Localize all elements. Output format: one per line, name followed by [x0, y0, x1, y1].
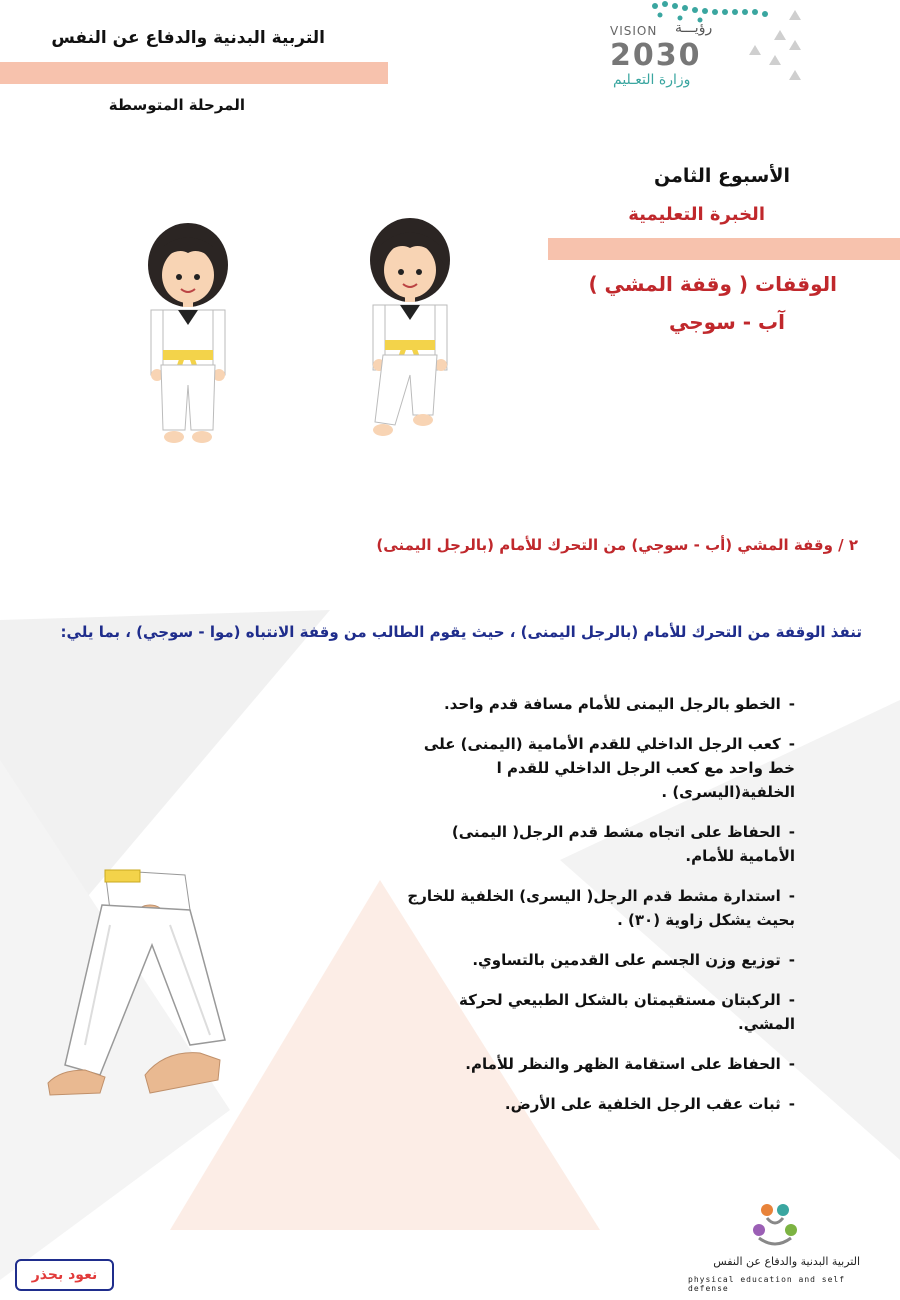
- step-item: -الحفاظ على استقامة الظهر والنظر للأمام.: [465, 1055, 795, 1073]
- section-intro: تنفذ الوقفة من التحرك للأمام (بالرجل اليمنى) ، حيث يقوم الطالب من وقفة الانتباه (موا - سوجي) ، بما يلي:: [60, 623, 862, 641]
- step-item: -الحفاظ على اتجاه مشط قدم الرجل( اليمنى) الأمامية للأمام.: [451, 823, 795, 865]
- brand-people-icon: [745, 1200, 805, 1250]
- subject-title: التربية البدنية والدفاع عن النفس: [51, 28, 325, 48]
- step-item: -الخطو بالرجل اليمنى للأمام مسافة قدم واحد.: [443, 695, 795, 713]
- topic-line-1: الوقفات ( وقفة المشي ): [588, 272, 837, 296]
- logo-ministry: وزارة التعـليم: [613, 72, 691, 88]
- footer-brand-ar: التربية البدنية والدفاع عن النفس: [713, 1255, 860, 1268]
- logo-vision-ar: رؤيـــة: [675, 20, 713, 36]
- step-item: -توزيع وزن الجسم على القدمين بالتساوي.: [472, 951, 795, 969]
- step-item: -الركبتان مستقيمتان بالشكل الطبيعي لحركة المشي.: [459, 991, 795, 1033]
- experience-title: الخبرة التعليمية: [628, 204, 765, 225]
- walking-stance-legs-illustration: [40, 865, 240, 1125]
- step-item: -كعب الرجل الداخلي للقدم الأمامية (اليمنى) على خط واحد مع كعب الرجل الداخلي للقدم ا الخلفية(اليسرى) .: [423, 735, 795, 801]
- badge-label: نعود بحذر: [31, 1267, 98, 1283]
- steps-list: [400, 692, 795, 1132]
- footer-brand: [660, 1200, 880, 1293]
- step-item: -استدارة مشط قدم الرجل( اليسرى) الخلفية للخارج بحيث يشكل زاوية (٣٠) .: [407, 887, 795, 929]
- stage-label: المرحلة المتوسطة: [108, 96, 245, 114]
- header-peach-bar: [0, 62, 388, 84]
- lesson-peach-bar: [548, 238, 900, 260]
- footer-brand-en: physical education and self defense: [688, 1275, 846, 1293]
- topic-line-2: آب - سوجي: [668, 310, 785, 334]
- step-item: -ثبات عقب الرجل الخلفية على الأرض.: [504, 1095, 795, 1113]
- karate-figure-walking: [355, 210, 465, 445]
- vision-2030-logo: [605, 0, 805, 100]
- logo-vision-en: VISION: [610, 24, 658, 38]
- logo-year: 2030: [610, 38, 702, 73]
- week-title: الأسبوع الثامن: [653, 165, 790, 187]
- return-safely-badge: [15, 1259, 114, 1291]
- karate-figure-attention: [133, 215, 243, 450]
- section-heading: ٢ / وقفة المشي (أب - سوجي) من التحرك للأمام (بالرجل اليمنى): [376, 536, 858, 554]
